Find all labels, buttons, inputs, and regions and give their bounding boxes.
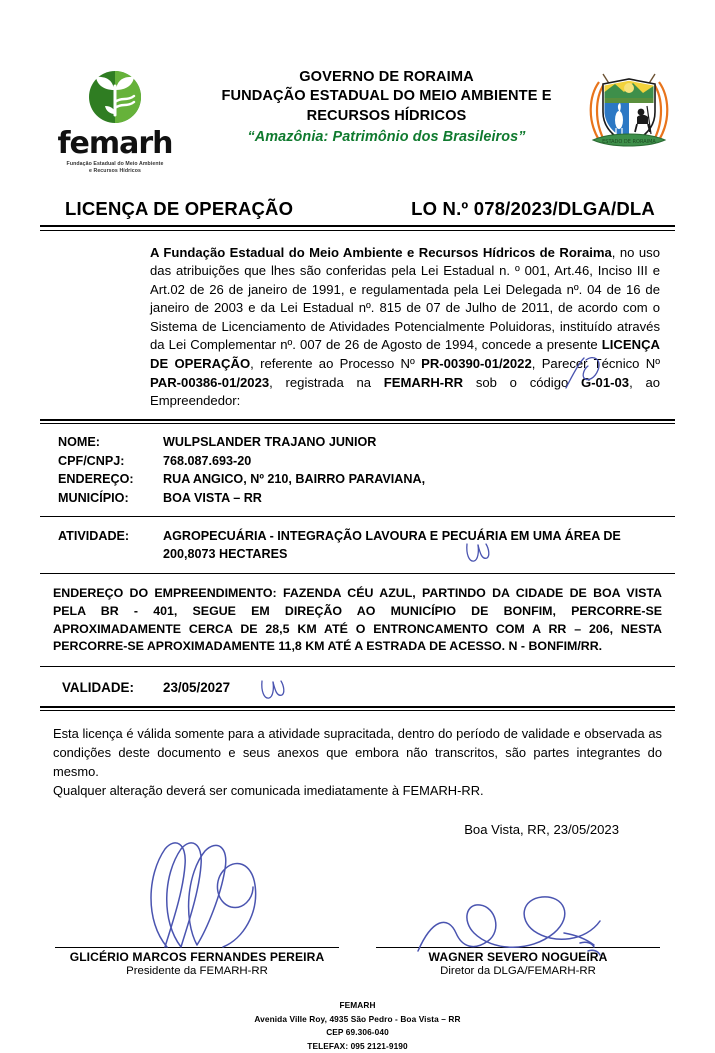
document-footer [40,999,675,1053]
intro-text-5: sob o código [463,374,582,390]
holder-details-table [58,433,425,507]
detail-value-endereco: RUA ANGICO, Nº 210, BAIRRO PARAVIANA, [163,472,426,487]
intro-paragraph [150,244,675,411]
femarh-tagline [67,161,164,175]
activity-text: AGROPECUÁRIA - INTEGRAÇÃO LAVOURA E PECUÁRIA EM UMA ÁREA DE 200,8073 HECTARES [163,529,621,561]
signature-president [47,859,347,977]
intro-text-2: , referente ao Processo Nº [250,355,422,371]
table-row [58,489,425,508]
details-top-divider [40,419,675,425]
table-row [58,470,425,489]
validity-label: VALIDADE: [62,679,134,695]
closing-line-2: Qualquer alteração deverá ser comunicada imediatamente à FEMARH-RR. [53,782,484,798]
detail-value-municipio: BOA VISTA – RR [163,490,262,505]
intro-text-1: , no uso das atribuições que lhes são conferidas pela Lei Estadual n. º 001, Art.46, Inciso III e Art.02 de 26 de janeiro de 1991, e regulamentada pela Lei Delegada nº. 04 de 16 de janeiro de 2003 e da Lei Estadual nº. 815 de 07 de Julho de 2011, de acordo com o Sistema de Licenciamento de Atividades Potencialmente Poluidoras, instituído através da Lei Complementar nº. 007 de 26 de Agosto de 1994, concede a presente [150,244,660,353]
roraima-coat-of-arms-icon [583,62,675,162]
technical-opinion-number: PAR-00386-01/2023 [150,374,270,390]
femarh-tagline-line1: Fundação Estadual do Meio Ambiente [66,161,164,167]
table-row [58,452,425,471]
signatory-role-president: Presidente da FEMARH-RR [126,965,268,978]
footer-line-2: Avenida Ville Roy, 4935 São Pedro - Boa Vista – RR [254,1013,461,1024]
detail-value-cpf: 768.087.693-20 [163,453,252,468]
detail-label-municipio: MUNICÍPIO: [58,490,129,505]
intro-text-6: , ao Empreendedor: [150,374,661,409]
activity-label: ATIVIDADE: [58,529,130,544]
page-title: LICENÇA DE OPERAÇÃO [65,198,294,219]
detail-label-nome: NOME: [58,435,100,450]
detail-label-cpf: CPF/CNPJ: [58,453,125,468]
signature-director [368,859,668,977]
city-and-date: Boa Vista, RR, 23/05/2023 [464,822,619,838]
activity-section [58,528,675,563]
registration-code: G-01-03 [581,374,630,390]
document-header [40,0,675,180]
validity-value: 23/05/2027 [163,679,231,695]
table-row [58,433,425,452]
signatory-role-director: Diretor da DLGA/FEMARH-RR [440,965,596,978]
footer-line-4: TELEFAX: 095 2121-9190 [307,1040,408,1051]
footer-line-3: CEP 69.306-040 [326,1027,389,1038]
femarh-wordmark: femarh [57,126,173,161]
closing-paragraph [53,725,662,800]
svg-text:ESTADO DE RORAIMA: ESTADO DE RORAIMA [602,139,656,145]
process-number: PR-00390-01/2022 [421,355,532,371]
slogan: “Amazônia: Patrimônio dos Brasileiros” [247,128,526,145]
intro-organization: A Fundação Estadual do Meio Ambiente e Recursos Hídricos de Roraima [150,244,612,260]
intro-text-4: , registrada na [269,374,384,390]
femarh-logo [40,62,190,175]
detail-label-endereco: ENDEREÇO: [58,472,134,487]
intro-text-3: , Parecer Técnico Nº [531,355,660,371]
handwritten-initial-validity [258,678,288,706]
signature-ink-president [47,859,347,947]
intro-license-type: LICENÇA DE OPERAÇÃO [150,337,660,371]
government-line-2: FUNDAÇÃO ESTADUAL DO MEIO AMBIENTE E [221,88,552,105]
femarh-leaf-circle-icon [84,70,146,128]
document-title-row [40,198,675,220]
signature-block [47,859,668,977]
government-line-1: GOVERNO DE RORAIMA [299,69,474,85]
signatory-name-president: GLICÉRIO MARCOS FERNANDES PEREIRA [69,950,325,965]
validity-top-divider [40,666,675,667]
address-top-divider [40,573,675,574]
signatory-name-director: WAGNER SEVERO NOGUEIRA [428,950,608,965]
handwritten-initial-activity [463,540,493,568]
activity-top-divider [40,516,675,517]
title-divider [40,225,675,231]
license-number: LO N.º 078/2023/DLGA/DLA [411,198,655,219]
footer-line-1: FEMARH [339,1000,376,1011]
femarh-reference: FEMARH-RR [383,374,464,390]
closing-top-divider [40,706,675,712]
validity-section [62,680,675,695]
enterprise-address: ENDEREÇO DO EMPREENDIMENTO: FAZENDA CÉU AZUL, PARTINDO DA CIDADE DE BOA VISTA PELA BR - 401, SEGUE EM DIREÇÃO AO MUNICÍPIO DE BONFIM, PERCORRE-SE APROXIMADAMENTE CERCA DE 28,5 KM ATÉ O ENTRONCAMENTO COM A RR – 206, NESTA PERCORRE-SE APROXIMADAMENTE 11,8 KM ATÉ A ESTRADA DE ACESSO. N - BONFIM/RR. [53,586,662,654]
closing-line-1: Esta licença é válida somente para a atividade supracitada, dentro do período de validade e observada as condições deste documento e seus anexos que embora não transcritos, são partes integrantes do mesmo. [53,726,662,779]
activity-value [163,528,675,563]
signature-ink-director [368,859,668,947]
detail-value-nome: WULPSLANDER TRAJANO JUNIOR [163,435,377,450]
header-titles [190,62,583,145]
femarh-tagline-line2: e Recursos Hídricos [88,168,142,175]
government-line-3: RECURSOS HÍDRICOS [306,107,467,124]
